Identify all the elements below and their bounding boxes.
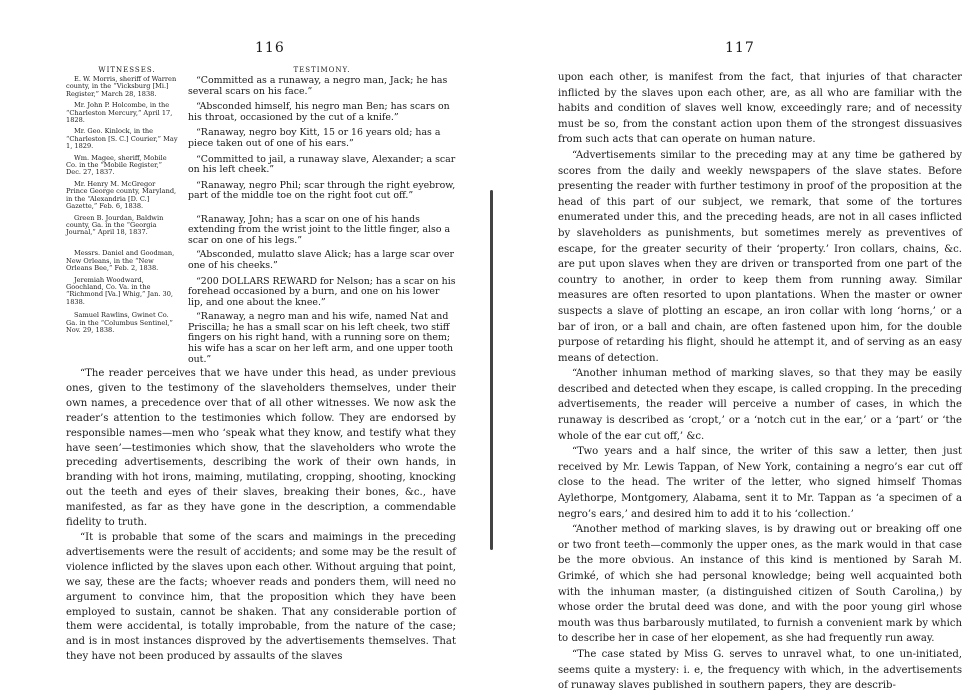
paragraph: “Another inhuman method of marking slaves, so that they may be easily described and detected when they escape, is called cropping. In the preceding advertisements, the reader will perceive a number of cases, in which the runaway is described as ‘cropt,’ or a ‘notch cut in the ear,’ or a ‘part’ or ‘the whole of the ear cut off,’ &c. bbox=[558, 368, 962, 442]
table-row bbox=[66, 128, 456, 150]
paragraph: “Another method of marking slaves, is by drawing out or breaking off one or two front teeth—commonly the upper ones, as the mark would in that case be the more obvious. An instance of this kind is mentioned by Sarah M. Grimké, of which she had personal knowledge; being well acquainted both with the inhuman master, (a distinguished citizen of South Carolina,) by whose order the brutal deed was done, and with the poor young girl whose mouth was thus barbarously mutilated, to furnish a convenient mark by which to describe her in case of her elopement, as she had frequently run away. bbox=[558, 524, 962, 645]
witness-cell: Wm. Magee, sheriff, Mobile Co. in the “Mobile Register,” Dec. 27, 1837. bbox=[66, 153, 167, 177]
table-row bbox=[66, 76, 456, 98]
paragraph: “Advertisements similar to the preceding may at any time be gathered by scores from the daily and weekly newspapers of the slave states. Before presenting the reader with further testimony in proof of the proposition at the head of this part of our subject, we remark, that some of the tortures enumerated under this, and the preceding heads, are not in all cases inflicted by slaveholders as punishments, but sometimes merely as preventives of escape, for the greater security of their ‘property.’ Iron collars, chains, &c. are put upon slaves when they are driven or transported from one part of the country to another, in order to keep them from running away. Similar measures are often resorted to upon plantations. When the master or owner suspects a slave of plotting an escape, an iron collar with long ‘horns,’ or a bar of iron, or a ball and chain, are often fastened upon him, for the double purpose of retarding his flight, should he attempt it, and of serving as an easy means of detection. bbox=[558, 149, 962, 364]
paragraph: “It is probable that some of the scars and maimings in the preceding advertisements were the result of accidents; and some may be the result of violence inflicted by the slaves upon each other. Without arguing that point, we say, these are the facts; whoever reads and ponders them, will need no argument to convince him, that the proposition which they have been employed to sustain, cannot be shaken. That any considerable portion of them were accidental, is totally improbable, from the nature of the case; and is in most instances disproved by the advertisements themselves. That they have not been produced by assaults of the slaves bbox=[66, 531, 456, 663]
testimony-cell: “Committed as a runaway, a negro man, Jack; he has several scars on his face.” bbox=[188, 75, 448, 97]
page-number-right: 117 bbox=[725, 40, 755, 56]
left-page-body bbox=[66, 367, 456, 665]
table-row bbox=[66, 215, 456, 247]
witness-cell: Mr. John P. Holcombe, in the “Charleston Mercury,” April 17, 1828. bbox=[66, 101, 173, 125]
witness-cell: Mr. Geo. Kinlock, in the “Charleston [S. C.] Courier,” May 1, 1829. bbox=[66, 127, 178, 151]
testimony-cell: “Absconded himself, his negro man Ben; has scars on his throat, occasioned by the cut of a knife.” bbox=[188, 101, 450, 123]
table-row bbox=[66, 250, 456, 272]
testimony-cell: “Absconded, mulatto slave Alick; has a large scar over one of his cheeks.” bbox=[188, 249, 455, 271]
testimony-cell: “Committed to jail, a runaway slave, Alexander; a scar on his left cheek.” bbox=[188, 153, 456, 176]
testimony-header: TESTIMONY. bbox=[293, 66, 351, 74]
book-gutter bbox=[490, 190, 493, 550]
witness-cell: Messrs. Daniel and Goodman, New Orleans, in the “New Orleans Bee,” Feb. 2, 1838. bbox=[66, 249, 175, 273]
table-row bbox=[66, 277, 456, 309]
table-row bbox=[66, 102, 456, 124]
testimony-cell: “Ranaway, negro boy Kitt, 15 or 16 years old; has a piece taken out of one of his ears.” bbox=[188, 127, 441, 150]
paragraph: “Two years and a half since, the writer of this saw a letter, then just received by Mr. Lewis Tappan, of New York, containing a negro’s ear cut off close to the head. The writer of the letter, who signed himself Thomas Aylethorpe, Montgomery, Alabama, sent it to Mr. Tappan as ‘a specimen of a negro’s ears,’ and desired him to add it to his ‘collection.’ bbox=[558, 446, 962, 520]
witness-cell: Green B. Jourdan, Baldwin county, Ga. in the “Georgia Journal,” April 18, 1837. bbox=[66, 213, 164, 237]
testimony-cell: “200 DOLLARS REWARD for Nelson; has a scar on his forehead occasioned by a burn, and one on his lower lip, and one about the knee.” bbox=[188, 275, 456, 308]
testimony-cell: “Ranaway, a negro man and his wife, named Nat and Priscilla; he has a small scar on his left cheek, two stiff fingers on his right hand, with a running sore on them; his wife has a scar on her left arm, and one upper tooth out.” bbox=[188, 311, 454, 365]
witness-cell: Mr. Henry M. McGregor Prince George county, Maryland, in the “Alexandria [D. C.] Gazette,” Feb. 6, 1838. bbox=[66, 179, 177, 211]
table-header bbox=[66, 66, 456, 74]
page-number-left: 116 bbox=[255, 40, 285, 56]
table-row bbox=[66, 312, 456, 365]
witness-cell: Jeremiah Woodward, Goochland, Co. Va. in the “Richmond [Va.] Whig,” Jan. 30, 1838. bbox=[66, 275, 174, 306]
witnesses-header: WITNESSES. bbox=[98, 66, 156, 74]
table-row bbox=[66, 181, 456, 211]
testimony-cell: “Ranaway, negro Phil; scar through the right eyebrow, part of the middle toe on the right foot cut off.” bbox=[188, 179, 456, 202]
paragraph: upon each other, is manifest from the fact, that injuries of that character inflicted by the slaves upon each other, are, as all who are familiar with the habits and condition of slaves well know, exceedingly rare; and of necessity must be so, from the constant action upon them of the strongest dissuasives from such acts that can operate on human nature. bbox=[558, 72, 962, 146]
right-page-body bbox=[558, 70, 962, 694]
witness-cell: E. W. Morris, sheriff of Warren county, in the “Vicksburg [Mi.] Register,” March 28, 1838. bbox=[66, 75, 177, 98]
paragraph: “The reader perceives that we have under this head, as under previous ones, given to the testimony of the slaveholders themselves, under their own names, a precedence over that of all other witnesses. We now ask the reader’s attention to the testimonies which follow. They are endorsed by responsible names—men who ‘speak what they know, and testify what they have seen’—testimonies which show, that the slaveholders who wrote the preceding advertisements, describing the work of their own hands, in branding with hot irons, maiming, mutilating, cropping, shooting, knocking out the teeth and eyes of their slaves, breaking their bones, &c., have manifested, as far as they have gone in the description, a commendable fidelity to truth. bbox=[66, 368, 456, 529]
table-row bbox=[66, 155, 456, 177]
witness-cell: Samuel Rawlins, Gwinet Co. Ga. in the “Columbus Sentinel,” Nov. 29, 1838. bbox=[66, 311, 173, 335]
testimony-cell: “Ranaway, John; has a scar on one of his hands extending from the wrist joint to the little finger, also a scar on one of his legs.” bbox=[188, 213, 451, 246]
testimony-table bbox=[66, 66, 456, 369]
paragraph: “The case stated by Miss G. serves to unravel what, to one un-initiated, seems quite a mystery: i. e, the frequency with which, in the advertisements of runaway slaves published in southern papers, they are describ- bbox=[558, 648, 962, 692]
